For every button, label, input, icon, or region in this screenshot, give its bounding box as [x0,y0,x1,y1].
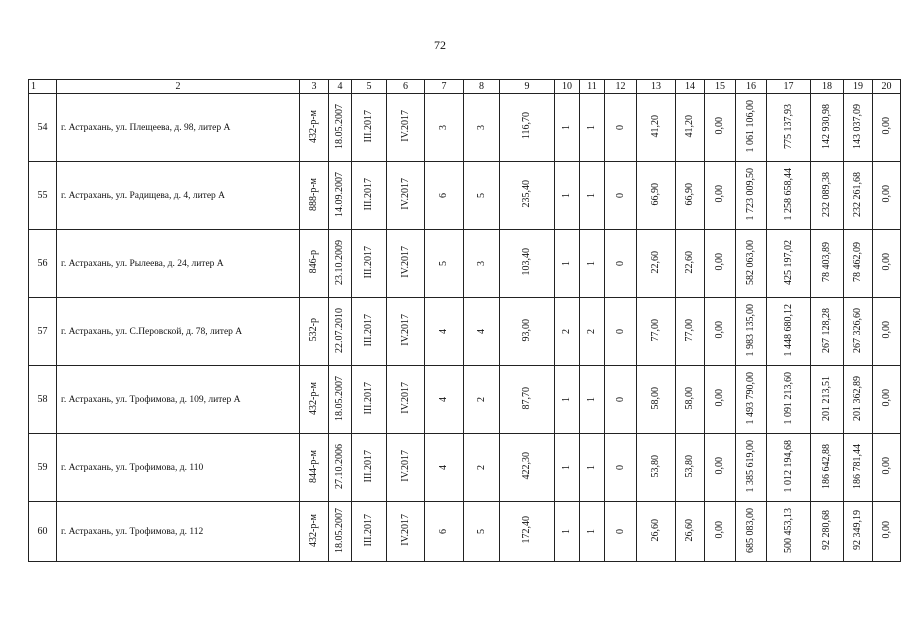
cell-value: 172,40 [521,516,532,544]
cell-value: 0 [614,193,626,198]
address-cell: г. Астрахань, ул. С.Перовской, д. 78, литер А [57,298,300,366]
cell-c10 [555,502,580,562]
column-header-17: 17 [767,80,811,94]
cell-c13 [637,298,676,366]
cell-value: 4 [438,397,449,402]
cell-c17 [767,162,811,230]
cell-value: IV.2017 [399,450,411,482]
cell-c8 [464,298,500,366]
cell-value: 0,00 [880,253,892,271]
cell-c12 [605,230,637,298]
cell-c14 [676,502,705,562]
cell-value: 142 930,98 [821,103,832,149]
column-header-8: 8 [464,80,500,94]
cell-c10 [555,162,580,230]
cell-c18 [811,366,844,434]
cell-c14 [676,94,705,162]
cell-c17 [767,434,811,502]
cell-c9 [500,298,555,366]
cell-value: 0 [614,261,626,266]
address-cell: г. Астрахань, ул. Трофимова, д. 112 [57,502,300,562]
cell-value: 4 [438,465,449,470]
cell-value: III.2017 [363,381,374,415]
cell-value: 432-р-м [308,513,319,547]
cell-c20 [873,162,901,230]
cell-c9 [500,434,555,502]
cell-c18 [811,502,844,562]
cell-c11 [580,298,605,366]
cell-value: 53,80 [650,454,661,478]
column-header-13: 13 [637,80,676,94]
row-number: 60 [29,502,57,562]
cell-value: 0,00 [880,521,892,539]
cell-value: 532-р [308,318,319,342]
cell-c17 [767,502,811,562]
cell-value: 87,70 [521,386,532,410]
cell-value: III.2017 [363,245,374,279]
cell-value: 53,80 [684,454,695,478]
cell-value: 22,60 [684,250,695,274]
cell-value: IV.2017 [399,382,411,414]
cell-value: 235,40 [521,180,532,208]
cell-value: 1 [561,465,572,470]
cell-value: 4 [475,329,487,334]
cell-c17 [767,366,811,434]
cell-value: 116,70 [521,112,532,140]
cell-c15 [705,434,736,502]
column-header-4: 4 [329,80,352,94]
cell-value: 2 [475,397,487,402]
cell-c14 [676,366,705,434]
row-number: 55 [29,162,57,230]
cell-c4 [329,434,352,502]
cell-c7 [425,298,464,366]
cell-c11 [580,502,605,562]
cell-c12 [605,502,637,562]
cell-value: 582 063,00 [745,239,756,285]
cell-value: 92 349,19 [852,510,863,550]
cell-value: 58,00 [684,386,695,410]
cell-c9 [500,502,555,562]
cell-value: 6 [438,529,449,534]
row-number: 54 [29,94,57,162]
cell-value: 0 [614,125,626,130]
cell-c5 [352,502,387,562]
cell-value: 0,00 [880,185,892,203]
cell-c5 [352,162,387,230]
cell-value: IV.2017 [399,314,411,346]
cell-c20 [873,502,901,562]
cell-c12 [605,434,637,502]
cell-value: 18.05.2007 [334,103,345,149]
cell-c17 [767,230,811,298]
cell-value: 0,00 [714,117,725,135]
cell-value: 432-р-м [308,381,319,415]
cell-c5 [352,434,387,502]
cell-c20 [873,434,901,502]
column-header-18: 18 [811,80,844,94]
cell-c3 [300,434,329,502]
column-header-9: 9 [500,80,555,94]
cell-c15 [705,298,736,366]
cell-value: 5 [475,529,487,534]
cell-c11 [580,230,605,298]
cell-value: 0 [614,329,626,334]
cell-value: 775 137,93 [782,103,794,149]
cell-c9 [500,230,555,298]
cell-value: 77,00 [684,318,695,342]
cell-value: 1 [561,529,572,534]
cell-value: 22.07.2010 [334,307,345,353]
column-header-6: 6 [387,80,425,94]
row-number: 58 [29,366,57,434]
cell-value: 143 037,09 [852,103,863,149]
cell-value: 685 083,00 [745,507,756,553]
cell-value: 0,00 [880,389,892,407]
cell-c18 [811,162,844,230]
cell-value: 0 [614,529,626,534]
cell-value: 422,30 [521,452,532,480]
cell-c17 [767,298,811,366]
cell-c14 [676,230,705,298]
cell-c16 [736,162,767,230]
cell-value: 432-р-м [308,109,319,143]
cell-value: 844-р-м [308,449,319,483]
cell-c5 [352,366,387,434]
column-header-12: 12 [605,80,637,94]
cell-value: 201 213,51 [821,375,832,421]
cell-value: 41,20 [684,114,695,138]
cell-c3 [300,94,329,162]
cell-value: 92 280,68 [821,510,832,550]
cell-value: 78 403,89 [821,242,832,282]
cell-value: 66,90 [650,182,661,206]
cell-c15 [705,162,736,230]
cell-value: 0,00 [880,457,892,475]
cell-value: 1 [561,261,572,266]
cell-c16 [736,366,767,434]
cell-value: 2 [586,329,597,334]
cell-c5 [352,230,387,298]
column-header-10: 10 [555,80,580,94]
cell-value: 1 983 135,00 [745,303,756,357]
column-header-19: 19 [844,80,873,94]
cell-value: 0,00 [714,457,725,475]
header-row [29,80,901,94]
row-number: 56 [29,230,57,298]
cell-c5 [352,298,387,366]
cell-value: 201 362,89 [852,375,863,421]
table-row [29,502,901,562]
cell-c7 [425,162,464,230]
cell-value: 77,00 [650,318,661,342]
cell-value: 0,00 [880,321,892,339]
cell-c13 [637,434,676,502]
cell-value: 500 453,13 [782,507,794,553]
table-row [29,298,901,366]
cell-c20 [873,366,901,434]
column-header-14: 14 [676,80,705,94]
cell-c17 [767,94,811,162]
cell-value: IV.2017 [399,246,411,278]
cell-c6 [387,502,425,562]
cell-value: 267 128,28 [821,307,832,353]
cell-value: 1 [561,125,572,130]
cell-c15 [705,502,736,562]
cell-c13 [637,502,676,562]
cell-c4 [329,94,352,162]
cell-value: III.2017 [363,177,374,211]
address-cell: г. Астрахань, ул. Рылеева, д. 24, литер А [57,230,300,298]
cell-c11 [580,94,605,162]
cell-c14 [676,162,705,230]
cell-c3 [300,162,329,230]
cell-c6 [387,230,425,298]
cell-c8 [464,162,500,230]
housing-table [28,79,901,562]
cell-c16 [736,230,767,298]
cell-value: 103,40 [521,248,532,276]
cell-c6 [387,162,425,230]
cell-value: III.2017 [363,449,374,483]
table-row [29,162,901,230]
cell-value: IV.2017 [399,178,411,210]
column-header-16: 16 [736,80,767,94]
cell-value: 1 [561,193,572,198]
cell-c3 [300,298,329,366]
cell-value: 1 723 009,50 [745,167,756,221]
cell-c13 [637,366,676,434]
cell-value: 3 [475,125,487,130]
cell-c8 [464,502,500,562]
cell-c11 [580,434,605,502]
cell-c14 [676,298,705,366]
cell-value: 1 [561,397,572,402]
cell-c7 [425,366,464,434]
cell-c20 [873,230,901,298]
cell-c19 [844,434,873,502]
cell-value: 1 [586,465,597,470]
cell-value: 0,00 [714,253,725,271]
cell-c10 [555,230,580,298]
cell-c14 [676,434,705,502]
cell-value: 1 448 680,12 [782,303,794,357]
table-row [29,230,901,298]
column-header-3: 3 [300,80,329,94]
cell-c6 [387,366,425,434]
cell-value: 3 [475,261,487,266]
cell-c10 [555,366,580,434]
column-header-7: 7 [425,80,464,94]
cell-c19 [844,162,873,230]
cell-c20 [873,94,901,162]
cell-value: III.2017 [363,513,374,547]
cell-c4 [329,366,352,434]
cell-value: 14.09.2007 [334,171,345,217]
cell-c7 [425,94,464,162]
cell-value: 3 [438,125,449,130]
cell-value: 1 091 213,60 [782,371,794,425]
cell-value: 5 [438,261,449,266]
cell-c3 [300,502,329,562]
cell-c4 [329,162,352,230]
cell-c16 [736,94,767,162]
cell-c16 [736,298,767,366]
cell-value: 18.05.2007 [334,375,345,421]
cell-value: 186 781,44 [852,443,863,489]
column-header-2: 2 [57,80,300,94]
cell-value: 0,00 [880,117,892,135]
cell-c13 [637,230,676,298]
table-row [29,434,901,502]
cell-c6 [387,434,425,502]
cell-c10 [555,94,580,162]
row-number: 59 [29,434,57,502]
column-header-1: 1 [29,80,57,94]
column-header-20: 20 [873,80,901,94]
column-header-11: 11 [580,80,605,94]
cell-value: 0,00 [714,185,725,203]
cell-c7 [425,502,464,562]
cell-value: 1 [586,397,597,402]
cell-value: 22,60 [650,250,661,274]
cell-value: III.2017 [363,109,374,143]
cell-c20 [873,298,901,366]
address-cell: г. Астрахань, ул. Радищева, д. 4, литер А [57,162,300,230]
cell-c8 [464,434,500,502]
cell-c19 [844,230,873,298]
cell-value: 425 197,02 [782,239,794,285]
cell-value: 78 462,09 [852,242,863,282]
cell-c10 [555,298,580,366]
cell-value: 4 [438,329,449,334]
cell-value: 27.10.2006 [334,443,345,489]
cell-c4 [329,502,352,562]
cell-c11 [580,366,605,434]
cell-value: IV.2017 [399,514,411,546]
cell-c8 [464,366,500,434]
cell-c19 [844,502,873,562]
cell-value: 0,00 [714,521,725,539]
cell-value: 846-р [308,250,319,274]
cell-value: 1 061 106,00 [745,99,756,153]
cell-value: 1 493 790,00 [745,371,756,425]
cell-value: 186 642,88 [821,443,832,489]
cell-c7 [425,230,464,298]
cell-c12 [605,94,637,162]
cell-value: 1 012 194,68 [782,439,794,493]
cell-c15 [705,230,736,298]
cell-value: 0,00 [714,321,725,339]
cell-value: 2 [561,329,572,334]
address-cell: г. Астрахань, ул. Трофимова, д. 110 [57,434,300,502]
cell-value: 1 [586,529,597,534]
address-cell: г. Астрахань, ул. Трофимова, д. 109, литер А [57,366,300,434]
row-number: 57 [29,298,57,366]
cell-c3 [300,230,329,298]
cell-value: 5 [475,193,487,198]
cell-value: IV.2017 [399,110,411,142]
cell-c16 [736,502,767,562]
cell-value: 18.05.2007 [334,507,345,553]
cell-c9 [500,94,555,162]
column-header-15: 15 [705,80,736,94]
cell-c18 [811,94,844,162]
cell-value: 267 326,60 [852,307,863,353]
cell-c19 [844,298,873,366]
cell-value: 0 [614,397,626,402]
cell-c16 [736,434,767,502]
cell-c9 [500,366,555,434]
cell-c6 [387,94,425,162]
cell-c19 [844,366,873,434]
cell-c8 [464,230,500,298]
cell-c18 [811,298,844,366]
cell-c15 [705,366,736,434]
cell-value: 1 [586,125,597,130]
cell-c12 [605,162,637,230]
cell-c13 [637,94,676,162]
cell-c6 [387,298,425,366]
cell-c12 [605,298,637,366]
cell-c4 [329,230,352,298]
cell-value: 58,00 [650,386,661,410]
cell-value: 0,00 [714,389,725,407]
cell-c5 [352,94,387,162]
address-cell: г. Астрахань, ул. Плещеева, д. 98, литер А [57,94,300,162]
cell-value: 23.10.2009 [334,239,345,285]
cell-value: 232 089,38 [821,171,832,217]
cell-value: 26,60 [684,518,695,542]
cell-c12 [605,366,637,434]
cell-c7 [425,434,464,502]
table-row [29,366,901,434]
cell-c9 [500,162,555,230]
cell-value: 66,90 [684,182,695,206]
cell-c18 [811,434,844,502]
cell-c11 [580,162,605,230]
cell-c19 [844,94,873,162]
cell-c8 [464,94,500,162]
page-number: 72 [434,38,446,52]
cell-value: 26,60 [650,518,661,542]
cell-value: 232 261,68 [852,171,863,217]
cell-value: 2 [475,465,487,470]
cell-value: III.2017 [363,313,374,347]
cell-value: 0 [614,465,626,470]
cell-value: 6 [438,193,449,198]
cell-c15 [705,94,736,162]
table-row [29,94,901,162]
cell-value: 888-р-м [308,177,319,211]
cell-c10 [555,434,580,502]
cell-value: 1 385 619,00 [745,439,756,493]
cell-c13 [637,162,676,230]
cell-value: 1 258 658,44 [782,167,794,221]
cell-value: 1 [586,261,597,266]
cell-value: 1 [586,193,597,198]
column-header-5: 5 [352,80,387,94]
cell-value: 93,00 [521,318,532,342]
cell-value: 41,20 [650,114,661,138]
cell-c3 [300,366,329,434]
cell-c18 [811,230,844,298]
cell-c4 [329,298,352,366]
